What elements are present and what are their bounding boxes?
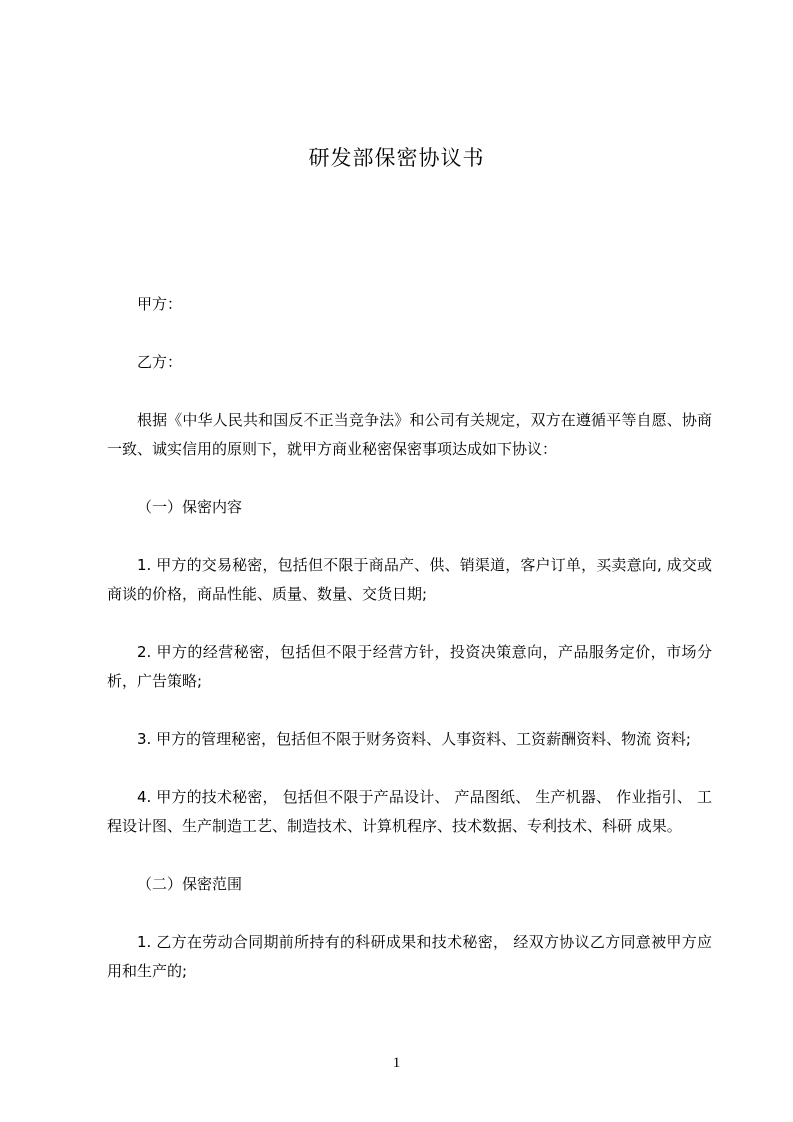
paragraph-gap	[107, 377, 712, 406]
paragraph-gap	[107, 464, 712, 493]
paragraph-gap	[107, 899, 712, 928]
document-body	[107, 290, 712, 986]
paragraph-gap	[107, 754, 712, 783]
document-title: 研发部保密协议书	[308, 146, 485, 170]
section-heading-content: （一）保密内容	[137, 498, 243, 516]
clause-1-3: 3. 甲方的管理秘密，包括但不限于财务资料、人事资料、工资薪酬资料、物流 资料;	[137, 730, 691, 748]
page-number: 1	[392, 1055, 401, 1071]
paragraph-gap	[107, 522, 712, 551]
paragraph-gap	[107, 841, 712, 870]
party-a-line: 甲方：	[137, 295, 183, 313]
clause-2-1: 1. 乙方在劳动合同期前所持有的科研成果和技术秘密， 经双方协议乙方同意被甲方应用和生产的;	[107, 933, 712, 980]
clause-1-1: 1. 甲方的交易秘密，包括但不限于商品产、供、销渠道，客户订单，买卖意向, 成交或商谈的价格，商品性能、质量、数量、交货日期;	[107, 556, 712, 603]
party-b-line: 乙方：	[137, 353, 183, 371]
clause-1-4: 4. 甲方的技术秘密， 包括但不限于产品设计、 产品图纸、 生产机器、 作业指引、 工程设计图、生产制造工艺、制造技术、计算机程序、技术数据、专利技术、科研 成果。	[107, 788, 712, 835]
preamble-paragraph: 根据《中华人民共和国反不正当竞争法》和公司有关规定，双方在遵循平等自愿、协商一致、诚实信用的原则下，就甲方商业秘密保密事项达成如下协议：	[107, 411, 712, 458]
paragraph-gap	[107, 609, 712, 638]
clause-1-2: 2. 甲方的经营秘密，包括但不限于经营方针，投资决策意向，产品服务定价，市场分析，广告策略;	[107, 643, 712, 690]
section-heading-scope: （二）保密范围	[137, 875, 243, 893]
paragraph-gap	[107, 319, 712, 348]
paragraph-gap	[107, 696, 712, 725]
